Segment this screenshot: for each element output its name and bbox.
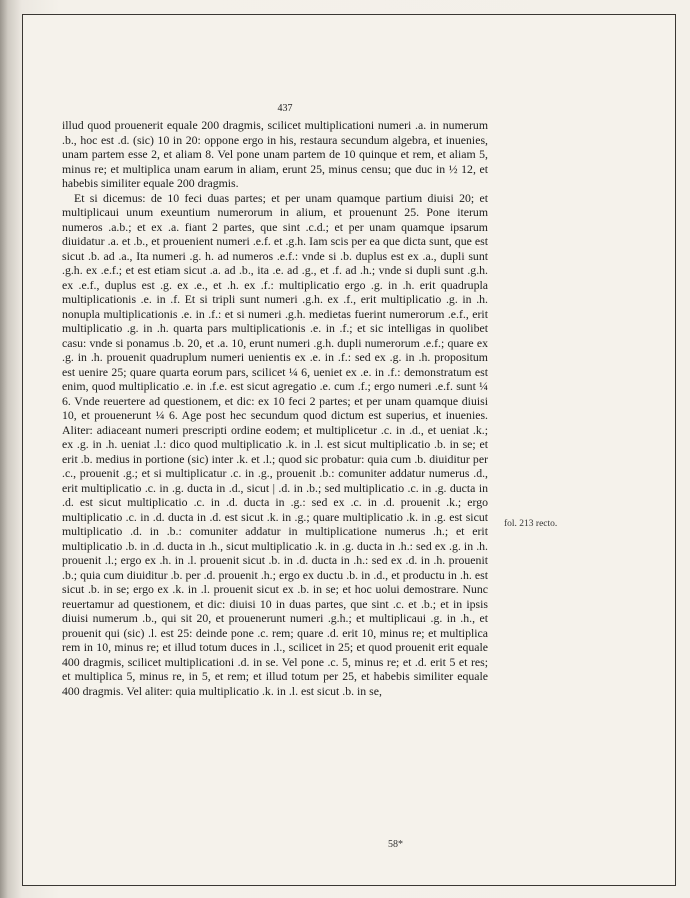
paragraph-1: illud quod prouenerit equale 200 dragmis, scilicet multiplicationi numeri .a. in numerum .b., hoc est .d. (sic) 10 in 20: oppone ergo in his, restaura secundum algebra, et inuenies, unam partem esse 2, et aliam 8. Vel pone unam partem de 10 quinque et rem, et aliam 5, minus re; et multiplica unam earum in aliam, erunt 25, minus censu; que duc in ½ 12, et habebis similiter equale 200 dragmis. (62, 118, 488, 190)
signature-mark: 58* (388, 839, 403, 850)
main-text (62, 118, 488, 698)
paragraph-2: Et si dicemus: de 10 feci duas partes; et per unam quamque partium diuisi 20; et multiplicaui unum exeuntium numerorum in alium, et prouenunt 25. Pone iterum numeros .a.b.; et ex .a. fiant 2 partes, que sint .c.d.; et per unam quamque ipsarum diuidatur .a. et .b., et prouenient numeri .e.f. et .g.h. Iam scis per ea que dicta sunt, que est sicut .b. ad .a., Ita numeri .g. h. ad numeros .e.f.: vnde si .b. duplus est ex .a., dupli sunt .g.h. ex .e.f.; et est etiam sicut .a. ad .b., ita .e. ad .g., et .f. ad .h.; vnde si dupli sunt .g.h. ex .e.f., duplus est .g. ex .e., et .h. ex .f.: multiplicatio ergo .g. in .h. erit quadrupla multiplicationis .e. in .f. Et si tripli sunt numeri .g.h. ex .f., erit multiplicatio .g. in .h. nonupla multiplicationis .e. in .f.: et si numeri .g.h. medietas fuerint numerorum .e.f., erit multiplicatio .g. in .h. quarta pars multiplicationis .e. in .f.; et sic intelligas in quolibet casu: vnde si ponamus .b. 20, et .a. 10, erunt numeri .g.h. dupli numerorum .e.f.; quare ex .g. in .h. prouenit quadruplum numeri uenientis ex .e. in .f.: sed ex .g. in .h. propositum est uenire 25; quare quarta eorum pars, scilicet ¼ 6, ueniet ex .e. in .f.: demonstratum est enim, quod multiplicatio .e. in .f.e. est sicut agregatio .e. cum .f.; ergo numeri .e.f. sunt ¼ 6. Vnde reuertere ad questionem, et dic: ex 10 feci 2 partes; et per unam quamque diuisi 10, et prouenerunt ¼ 6. Age post hec secundum quod dictum est superius, et inuenies. Aliter: adiaceant numeri prescripti ordine eodem; et multiplicetur .c. in .d., et ueniat .k.; ex .g. in .h. ueniat .l.: dico quod multiplicatio .k. in .l. est sicut multiplicatio .b. in se; et erit .b. medius in portione (sic) inter .k. et .l.; quod sic probatur: quia cum .b. diuiditur per .c., prouenit .g.; et si multiplicatur .c. in .g., prouenit .b.: comuniter addatur numerus .d., erit multiplicatio .c. in .g. ducta in .d., sicut | .d. in .b.; sed multiplicatio .c. in .g. ducta in .d. est sicut multiplicatio .c. in .d. ducta in .g.: sed ex .c. in .d. prouenit .k.; ergo multiplicatio .c. in .d. ducta in .d. est sicut .k. in .g.; quare multiplicatio .k. in .g. est sicut multiplicatio .d. in .b.: comuniter addatur in multiplicatione numerus .h.; et erit multiplicatio .b. in .d. ducta in .h., sicut multiplicatio .k. in .g. ducta in .h.: sed ex .g. in .h. prouenit .l.; ergo ex .h. in .l. prouenit sicut .b. in .d. ducta in .h.: sed ex .d. in .h. prouenit .b.; quia cum diuiditur .b. per .d. prouenit .h.; ergo ex ductu .b. in .d., et productu in .h. est sicut .b. in se; ergo ex .k. in .l. prouenit sicut ex .b. in se; et hoc uolui demostrare. Nunc reuertamur ad questionem, et dic: diuisi 10 in duas partes, que sint .c. et .b.; et in ipsis diuisi numerum .b., qui sit 20, et prouenerunt numeri .g.h.; et multiplicaui .g. in .h., et prouenit qui (sic) .l. est 25: deinde pone .c. rem; quare .d. erit 10, minus re; et multiplica rem in 10, minus re; et illud totum duces in .l., scilicet in 25; et quod prouenit erit equale 400 dragmis, scilicet multiplicationi .d. in se. Vel pone .c. 5, minus re; et .d. erit 5 et res; et multiplica 5, minus re, in 5, et rem; et illud totum per 25, et habebis similiter equale 400 dragmis. Vel aliter: quia multiplicatio .k. in .l. est sicut .b. in se, (62, 190, 488, 698)
page-number: 437 (277, 103, 293, 114)
margin-note: fol. 213 recto. (504, 519, 558, 529)
